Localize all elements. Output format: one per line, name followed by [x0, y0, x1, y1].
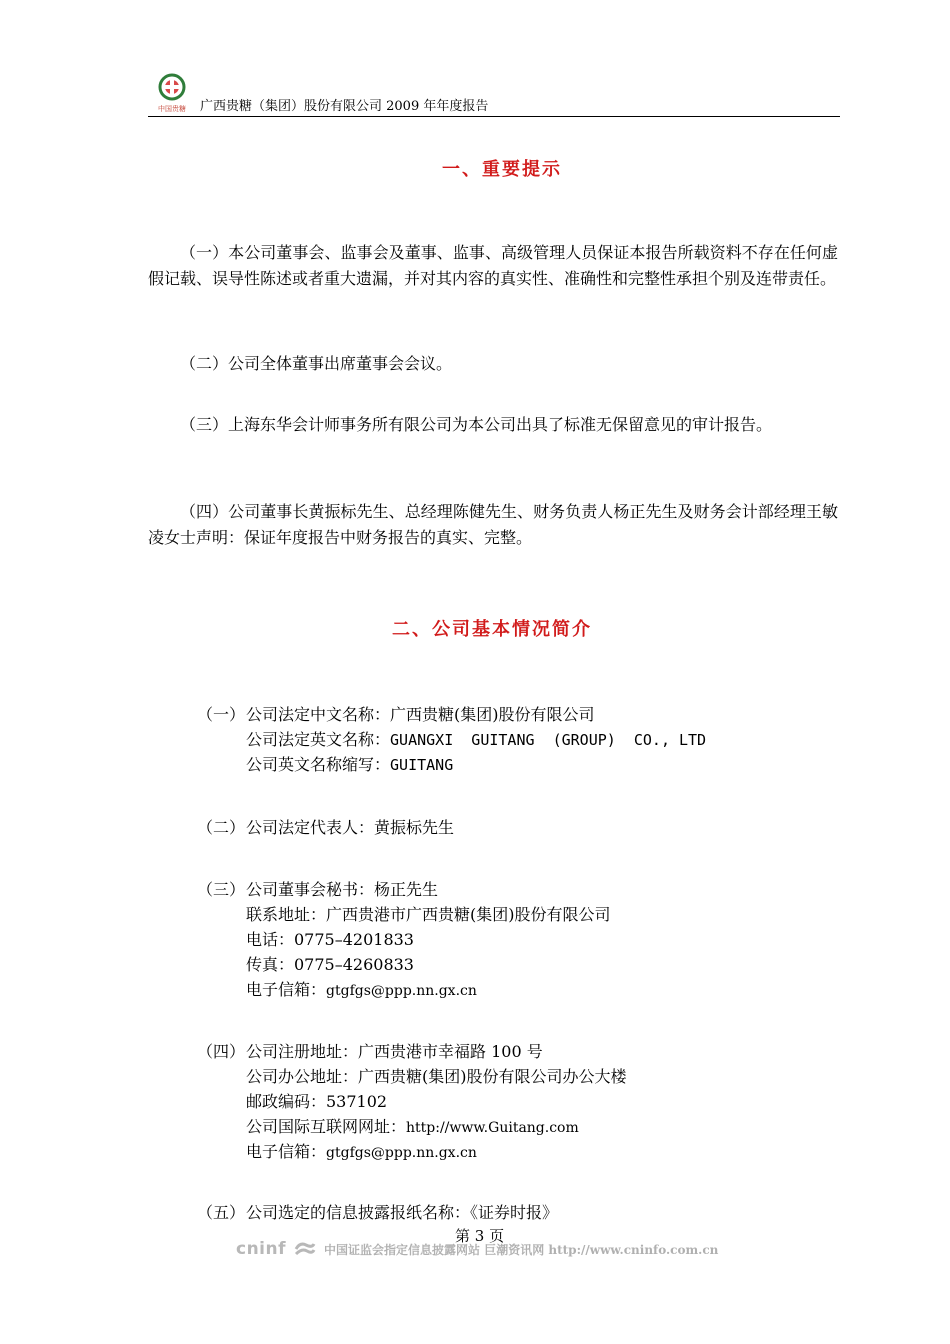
item-5-label: （五）: [197, 1203, 246, 1222]
logo-text: 中国贵糖: [158, 105, 186, 113]
company-website-label: 公司国际互联网网址：: [246, 1117, 407, 1136]
notice-paragraph-2: （二）公司全体董事出席董事会会议。: [180, 354, 453, 373]
company-email-value: gtgfgs@ppp.nn.gx.cn: [326, 1145, 477, 1161]
company-en-abbr-label: 公司英文名称缩写：: [246, 755, 391, 774]
section-2-title: 二、公司基本情况简介: [392, 619, 592, 640]
cninfo-swirl-icon: [294, 1241, 316, 1257]
disclosure-newspaper: 公司选定的信息披露报纸名称：《证券时报》: [246, 1203, 559, 1222]
contact-email-value: gtgfgs@ppp.nn.gx.cn: [326, 983, 477, 999]
registered-address: 公司注册地址：广西贵港市幸福路 100 号: [246, 1042, 543, 1061]
logo-emblem-icon: [148, 70, 196, 114]
contact-email-label: 电子信箱：: [246, 980, 327, 999]
section-1-title: 一、重要提示: [442, 159, 562, 180]
cninfo-note: 中国证监会指定信息披露网站 巨潮资讯网 http://www.cninfo.com.cn: [324, 1242, 719, 1257]
page-number: 第 3 页: [455, 1227, 505, 1245]
contact-fax: 传真：0775–4260833: [246, 955, 414, 974]
item-1-label: （一）: [197, 705, 246, 724]
board-secretary: 公司董事会秘书：杨正先生: [246, 880, 439, 899]
contact-address: 联系地址：广西贵港市广西贵糖(集团)股份有限公司: [246, 905, 611, 924]
company-en-abbr-value: GUITANG: [390, 756, 454, 774]
report-header-title: 广西贵糖（集团）股份有限公司 2009 年年度报告: [200, 99, 489, 114]
company-en-name-value: GUANGXI GUITANG (GROUP) CO., LTD: [390, 731, 707, 749]
company-en-name-label: 公司法定英文名称：: [246, 730, 391, 749]
item-4-label: （四）: [197, 1042, 246, 1061]
header-divider: [148, 116, 840, 117]
notice-paragraph-4: （四）公司董事长黄振标先生、总经理陈健先生、财务负责人杨正先生及财务会计部经理王敏凌女士声明：保证年度报告中财务报告的真实、完整。: [148, 502, 838, 547]
company-logo: [148, 70, 196, 114]
item-2-label: （二）: [197, 818, 246, 837]
contact-email: [246, 977, 477, 1000]
footer-watermark: [236, 1236, 718, 1262]
company-website-link[interactable]: http://www.Guitang.com: [406, 1120, 579, 1136]
postcode: 邮政编码：537102: [246, 1092, 388, 1111]
company-website: [246, 1114, 579, 1137]
company-en-name: [246, 727, 706, 750]
office-address: 公司办公地址：广西贵糖(集团)股份有限公司办公大楼: [246, 1067, 627, 1086]
contact-phone: 电话：0775–4201833: [246, 930, 414, 949]
company-email: [246, 1139, 477, 1162]
company-email-label: 电子信箱：: [246, 1142, 327, 1161]
legal-representative: 公司法定代表人：黄振标先生: [246, 818, 455, 837]
item-3-label: （三）: [197, 880, 246, 899]
company-en-abbr: [246, 752, 453, 775]
notice-paragraph-3: （三）上海东华会计师事务所有限公司为本公司出具了标准无保留意见的审计报告。: [180, 415, 773, 434]
cninfo-brand: cninf: [236, 1239, 287, 1259]
notice-paragraph-1: （一）本公司董事会、监事会及董事、监事、高级管理人员保证本报告所载资料不存在任何虚假记载、误导性陈述或者重大遗漏，并对其内容的真实性、准确性和完整性承担个别及连带责任。: [148, 243, 838, 288]
company-cn-name: 公司法定中文名称：广西贵糖(集团)股份有限公司: [246, 705, 595, 724]
